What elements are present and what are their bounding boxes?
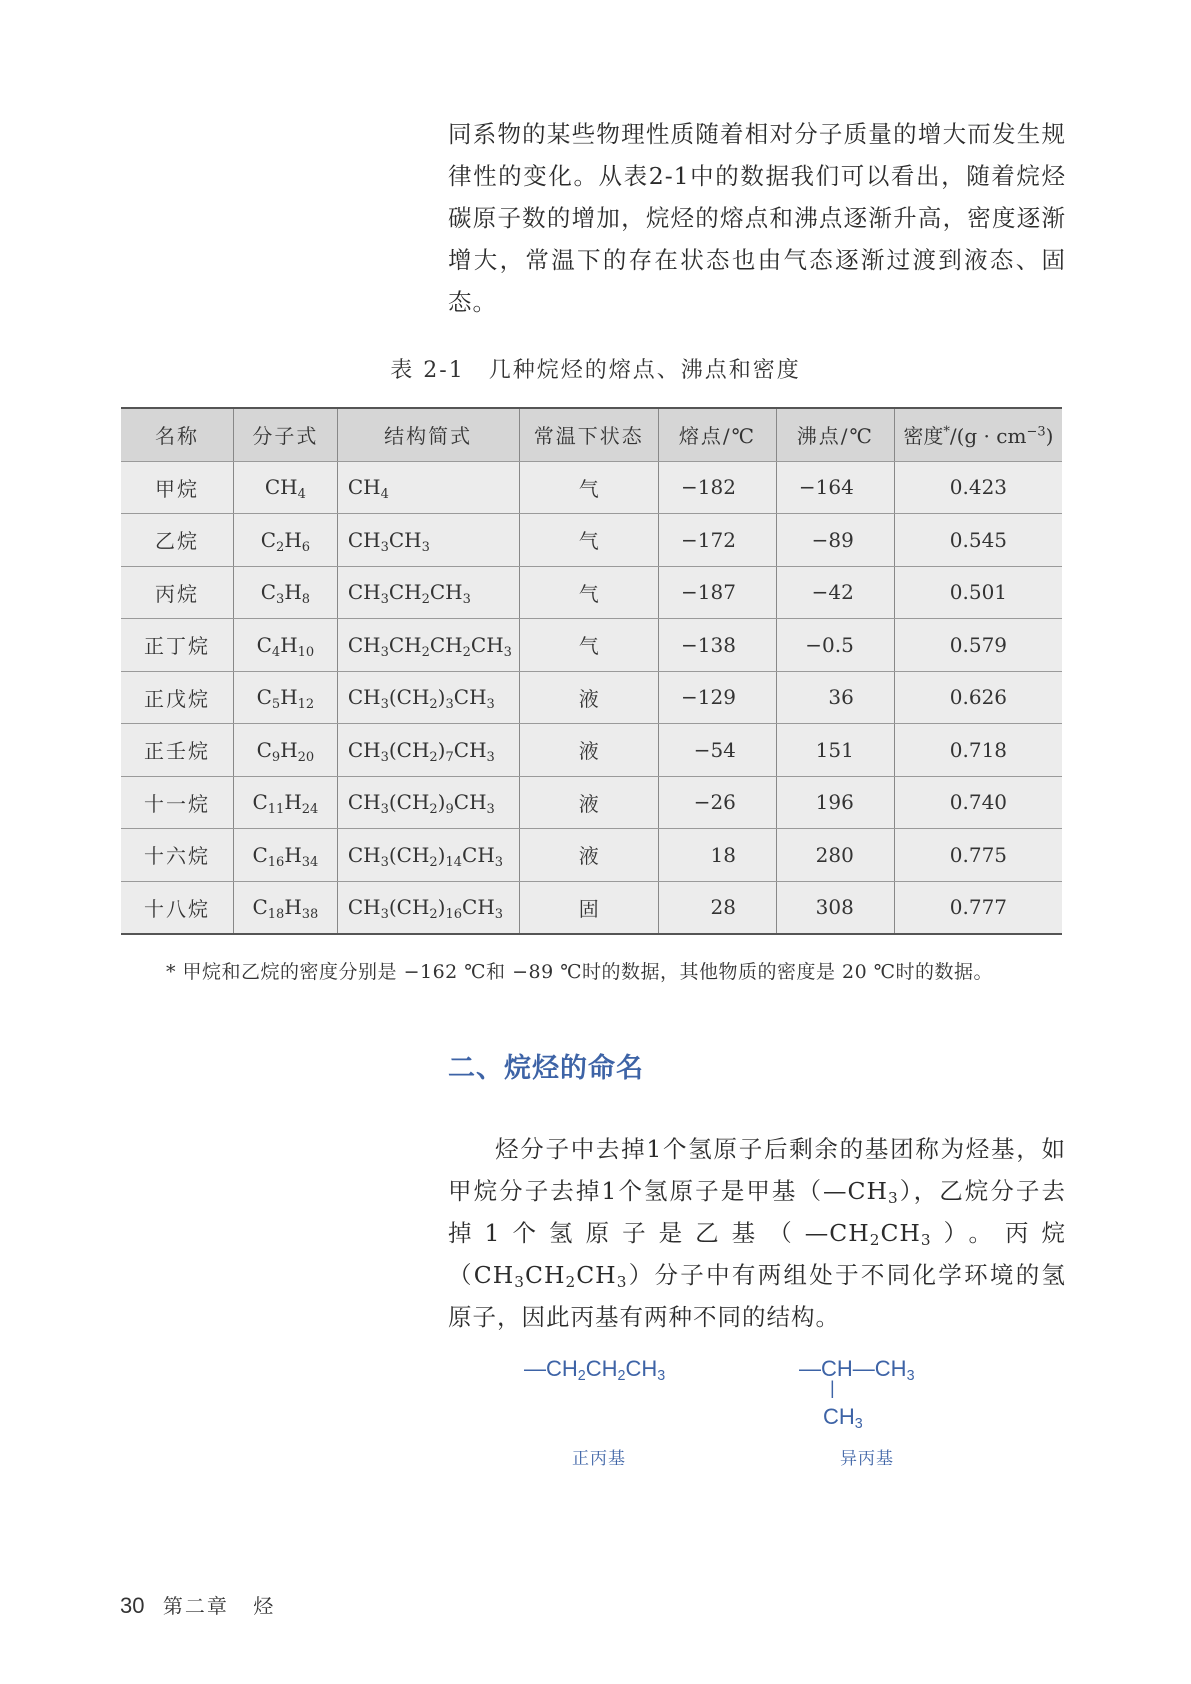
cell-name: 正丁烷 xyxy=(121,619,233,672)
naming-text-3: CH xyxy=(880,1219,921,1247)
cell-structure-part: CH xyxy=(462,842,495,867)
cell-structure-part: CH xyxy=(347,895,381,919)
n-propyl-formula-subscript: 3 xyxy=(657,1368,666,1384)
cell-structure-subscript: 3 xyxy=(380,539,389,555)
n-propyl-formula-part: CH xyxy=(585,1356,618,1381)
cell-melting-point: −172 xyxy=(659,514,777,567)
naming-text-2: ），乙烷分子去掉1个氢原子是乙基（—CH xyxy=(448,1177,1066,1247)
cell-structure-part: ) xyxy=(437,737,446,762)
cell-formula-subscript: 2 xyxy=(276,539,285,555)
naming-sub-1: 3 xyxy=(888,1189,899,1207)
cell-boiling-point: 151 xyxy=(776,724,894,777)
cell-formula xyxy=(233,829,337,882)
cell-structure-subscript: 2 xyxy=(429,854,438,870)
cell-state: 液 xyxy=(519,829,659,882)
cell-formula-part: C xyxy=(256,737,272,762)
naming-sub-5: 2 xyxy=(565,1273,577,1291)
cell-formula-subscript: 5 xyxy=(271,697,281,713)
cell-formula-part: C xyxy=(252,842,268,867)
header-density xyxy=(894,408,1062,461)
cell-formula-subscript: 24 xyxy=(301,802,319,818)
table-row xyxy=(121,619,1062,672)
cell-formula-subscript: 11 xyxy=(267,802,285,818)
cell-formula-part: H xyxy=(284,790,302,815)
cell-boiling-point: −42 xyxy=(776,566,894,619)
table-header-row xyxy=(121,408,1062,461)
naming-sub-6: 3 xyxy=(616,1273,628,1291)
cell-structure-subscript: 2 xyxy=(429,802,438,818)
section-title: 二、烷烃的命名 xyxy=(448,1053,644,1084)
header-formula: 分子式 xyxy=(233,408,337,461)
table-row xyxy=(121,514,1062,567)
cell-structure-part: CH xyxy=(429,580,463,605)
cell-structure-part: ) xyxy=(437,842,446,867)
cell-boiling-point: −89 xyxy=(776,514,894,567)
cell-name: 正壬烷 xyxy=(121,724,233,777)
cell-formula xyxy=(233,671,337,724)
cell-structure-subscript: 2 xyxy=(429,697,438,713)
cell-name: 乙烷 xyxy=(121,514,233,567)
cell-state: 气 xyxy=(519,619,659,672)
cell-formula-subscript: 4 xyxy=(271,644,281,660)
cell-structure-subscript: 3 xyxy=(380,749,389,765)
cell-melting-point: −129 xyxy=(659,671,777,724)
cell-state: 气 xyxy=(519,566,659,619)
naming-text-1: 烃分子中去掉1个氢原子后剩余的基团称为烃基，如甲烷分子去掉1个氢原子是甲基（—CH xyxy=(448,1135,1066,1205)
naming-text-5: CH xyxy=(525,1261,566,1289)
n-propyl-label: 正丙基 xyxy=(572,1449,626,1469)
chapter-label: 第二章 xyxy=(162,1594,229,1618)
cell-melting-point: −182 xyxy=(659,461,777,514)
cell-melting-point: 28 xyxy=(659,881,777,934)
cell-formula-part: H xyxy=(284,842,302,867)
cell-structure-subscript: 3 xyxy=(380,854,389,870)
table-footnote: * 甲烷和乙烷的密度分别是 −162 ℃和 −89 ℃时的数据，其他物质的密度是 20 ℃时的数据。 xyxy=(166,961,994,983)
n-propyl-formula-subscript: 2 xyxy=(577,1368,586,1384)
cell-melting-point: −54 xyxy=(659,724,777,777)
cell-formula xyxy=(233,724,337,777)
cell-name: 十一烷 xyxy=(121,776,233,829)
cell-structure-part: CH xyxy=(347,790,381,815)
cell-melting-point: −187 xyxy=(659,566,777,619)
cell-structure xyxy=(337,461,519,514)
cell-structure-part: CH xyxy=(347,475,381,500)
naming-text-4: ）。丙烷（CH xyxy=(448,1219,1067,1289)
isopropyl-branch xyxy=(823,1404,863,1430)
cell-melting-point: 18 xyxy=(659,829,777,882)
cell-name: 十六烷 xyxy=(121,829,233,882)
cell-density: 0.740 xyxy=(894,776,1062,829)
table-row xyxy=(121,724,1062,777)
cell-density: 0.718 xyxy=(894,724,1062,777)
naming-text-6: CH xyxy=(576,1261,617,1289)
cell-structure-part: CH xyxy=(429,632,463,657)
cell-formula-part: C xyxy=(260,580,277,605)
cell-structure xyxy=(337,671,519,724)
table-caption: 表 2-1 几种烷烃的熔点、沸点和密度 xyxy=(390,358,801,383)
table-row xyxy=(121,829,1062,882)
n-propyl-formula-part: CH xyxy=(625,1356,658,1381)
cell-melting-point: −26 xyxy=(659,776,777,829)
cell-structure-part: (CH xyxy=(388,842,430,867)
isopropyl-main-chain xyxy=(799,1356,915,1382)
n-propyl-structure xyxy=(524,1356,665,1382)
table-row xyxy=(121,671,1062,724)
cell-formula xyxy=(233,514,337,567)
isopropyl-structure xyxy=(799,1356,915,1432)
cell-structure-part: CH xyxy=(347,580,381,605)
cell-formula xyxy=(233,619,337,672)
table-row xyxy=(121,566,1062,619)
cell-structure-part: CH xyxy=(388,580,422,605)
cell-formula xyxy=(233,776,337,829)
header-density-close: ) xyxy=(1045,424,1054,449)
cell-structure-subscript: 3 xyxy=(486,697,495,713)
cell-name: 十八烷 xyxy=(121,881,233,934)
cell-structure-part: CH xyxy=(453,685,487,710)
header-melting-point: 熔点/℃ xyxy=(659,408,777,461)
cell-structure-subscript: 3 xyxy=(445,697,454,713)
cell-structure-subscript: 3 xyxy=(462,592,471,608)
cell-structure-subscript: 3 xyxy=(494,854,504,870)
header-name: 名称 xyxy=(121,408,233,461)
cell-formula-subscript: 38 xyxy=(301,907,319,922)
cell-state: 液 xyxy=(519,776,659,829)
cell-structure xyxy=(337,881,519,934)
cell-formula-part: C xyxy=(256,632,272,657)
isopropyl-branch-bond: | xyxy=(830,1378,835,1398)
table-row xyxy=(121,776,1062,829)
cell-density: 0.545 xyxy=(894,514,1062,567)
cell-boiling-point: 280 xyxy=(776,829,894,882)
cell-formula-part: H xyxy=(280,632,298,657)
cell-state: 液 xyxy=(519,724,659,777)
cell-structure-part: CH xyxy=(347,527,381,552)
isopropyl-main-text: —CH—CH xyxy=(799,1356,907,1381)
cell-structure-subscript: 3 xyxy=(380,907,389,922)
cell-formula-subscript: 3 xyxy=(276,592,285,608)
n-propyl-formula-part: —CH xyxy=(524,1356,578,1381)
cell-structure-part: ) xyxy=(437,685,446,710)
cell-formula-subscript: 20 xyxy=(297,749,315,765)
cell-structure-part: CH xyxy=(347,685,381,710)
cell-name: 正戊烷 xyxy=(121,671,233,724)
cell-formula-part: H xyxy=(280,737,298,762)
cell-structure-subscript: 2 xyxy=(429,749,438,765)
cell-boiling-point: −164 xyxy=(776,461,894,514)
cell-formula-subscript: 6 xyxy=(301,539,311,555)
header-density-unit: /(g · cm xyxy=(949,424,1027,449)
header-density-exp: −3 xyxy=(1026,424,1046,440)
cell-structure-part: CH xyxy=(453,790,487,815)
naming-sub-4: 3 xyxy=(514,1273,525,1291)
cell-structure-part: CH xyxy=(347,842,381,867)
isopropyl-main-sub: 3 xyxy=(906,1368,915,1384)
alkane-properties-table xyxy=(121,407,1062,935)
naming-sub-3: 3 xyxy=(920,1231,932,1249)
cell-boiling-point: 196 xyxy=(776,776,894,829)
cell-structure-part: CH xyxy=(462,895,495,919)
cell-structure-part: (CH xyxy=(388,895,430,919)
cell-structure-subscript: 16 xyxy=(445,907,463,922)
cell-structure-subscript: 3 xyxy=(494,907,504,922)
cell-structure xyxy=(337,829,519,882)
header-density-mark: * xyxy=(943,424,950,440)
cell-structure-subscript: 2 xyxy=(462,644,471,660)
cell-state: 气 xyxy=(519,514,659,567)
cell-formula-subscript: 8 xyxy=(301,592,311,608)
cell-density: 0.626 xyxy=(894,671,1062,724)
header-boiling-point: 沸点/℃ xyxy=(776,408,894,461)
cell-structure-part: CH xyxy=(388,632,422,657)
cell-state: 气 xyxy=(519,461,659,514)
cell-formula-part: C xyxy=(260,527,277,552)
cell-structure-part: ) xyxy=(437,895,446,919)
cell-structure-part: CH xyxy=(453,737,487,762)
naming-text-7: ）分子中有两组处于不同化学环境的氢原子，因此丙基有两种不同的结构。 xyxy=(448,1261,1066,1331)
cell-formula-subscript: 16 xyxy=(267,854,285,870)
cell-structure-subscript: 3 xyxy=(380,697,389,713)
header-state: 常温下状态 xyxy=(519,408,659,461)
cell-structure-part: ) xyxy=(437,790,446,815)
cell-formula-part: H xyxy=(284,527,302,552)
cell-formula xyxy=(233,461,337,514)
cell-structure-subscript: 3 xyxy=(380,644,389,660)
cell-formula-part: H xyxy=(280,685,298,710)
cell-structure-part: (CH xyxy=(388,685,430,710)
cell-structure xyxy=(337,776,519,829)
cell-boiling-point: −0.5 xyxy=(776,619,894,672)
n-propyl-formula-subscript: 2 xyxy=(617,1368,626,1384)
cell-structure-subscript: 2 xyxy=(421,592,430,608)
cell-formula-part: C xyxy=(256,685,272,710)
cell-state: 固 xyxy=(519,881,659,934)
naming-paragraph xyxy=(448,1128,1066,1338)
isopropyl-label: 异丙基 xyxy=(840,1449,894,1469)
cell-formula-subscript: 4 xyxy=(297,487,306,503)
cell-formula-part: C xyxy=(252,895,268,919)
cell-structure-subscript: 3 xyxy=(380,802,389,818)
cell-formula-part: H xyxy=(284,580,302,605)
cell-formula-part: CH xyxy=(264,475,298,500)
cell-structure-subscript: 3 xyxy=(486,802,495,818)
cell-structure-part: CH xyxy=(347,737,381,762)
cell-structure-part: CH xyxy=(347,632,381,657)
cell-structure-subscript: 3 xyxy=(380,592,389,608)
cell-formula-subscript: 18 xyxy=(267,907,285,922)
isopropyl-branch-text: CH xyxy=(823,1404,855,1429)
cell-density: 0.777 xyxy=(894,881,1062,934)
cell-structure-subscript: 2 xyxy=(421,644,430,660)
cell-structure-subscript: 3 xyxy=(486,749,495,765)
cell-density: 0.501 xyxy=(894,566,1062,619)
cell-formula-subscript: 34 xyxy=(301,854,319,870)
table-row xyxy=(121,881,1062,934)
cell-density: 0.775 xyxy=(894,829,1062,882)
intro-paragraph: 同系物的某些物理性质随着相对分子质量的增大而发生规律性的变化。从表2-1中的数据我们可以看出，随着烷烃碳原子数的增加，烷烃的熔点和沸点逐渐升高，密度逐渐增大，常温下的存在状态也由气态逐渐过渡到液态、固态。 xyxy=(448,120,1066,316)
cell-boiling-point: 36 xyxy=(776,671,894,724)
isopropyl-branch-sub: 3 xyxy=(854,1416,863,1432)
cell-formula xyxy=(233,566,337,619)
cell-formula xyxy=(233,881,337,934)
cell-structure-subscript: 4 xyxy=(380,487,389,503)
cell-formula-subscript: 12 xyxy=(297,697,315,713)
cell-structure xyxy=(337,566,519,619)
cell-structure xyxy=(337,619,519,672)
chapter-name: 烃 xyxy=(253,1594,276,1618)
cell-state: 液 xyxy=(519,671,659,724)
page-footer xyxy=(120,1590,275,1619)
naming-sub-2: 2 xyxy=(869,1231,881,1249)
cell-formula-part: H xyxy=(284,895,302,919)
cell-formula-subscript: 10 xyxy=(297,644,315,660)
cell-density: 0.579 xyxy=(894,619,1062,672)
cell-melting-point: −138 xyxy=(659,619,777,672)
table-row xyxy=(121,461,1062,514)
cell-structure-part: (CH xyxy=(388,790,430,815)
header-density-prefix: 密度 xyxy=(903,424,944,449)
cell-structure-subscript: 14 xyxy=(445,854,463,870)
cell-structure-subscript: 2 xyxy=(429,907,438,922)
cell-structure-part: CH xyxy=(470,632,504,657)
cell-formula-subscript: 9 xyxy=(271,749,281,765)
cell-structure-part: (CH xyxy=(388,737,430,762)
cell-name: 甲烷 xyxy=(121,461,233,514)
cell-formula-part: C xyxy=(252,790,268,815)
cell-structure-part: CH xyxy=(388,527,422,552)
header-structure: 结构简式 xyxy=(337,408,519,461)
cell-boiling-point: 308 xyxy=(776,881,894,934)
cell-structure-subscript: 3 xyxy=(421,539,430,555)
cell-structure-subscript: 3 xyxy=(503,644,512,660)
cell-structure-subscript: 7 xyxy=(445,749,454,765)
cell-name: 丙烷 xyxy=(121,566,233,619)
cell-density: 0.423 xyxy=(894,461,1062,514)
cell-structure-subscript: 9 xyxy=(445,802,454,818)
cell-structure xyxy=(337,514,519,567)
page-number: 30 xyxy=(120,1593,145,1618)
cell-structure xyxy=(337,724,519,777)
